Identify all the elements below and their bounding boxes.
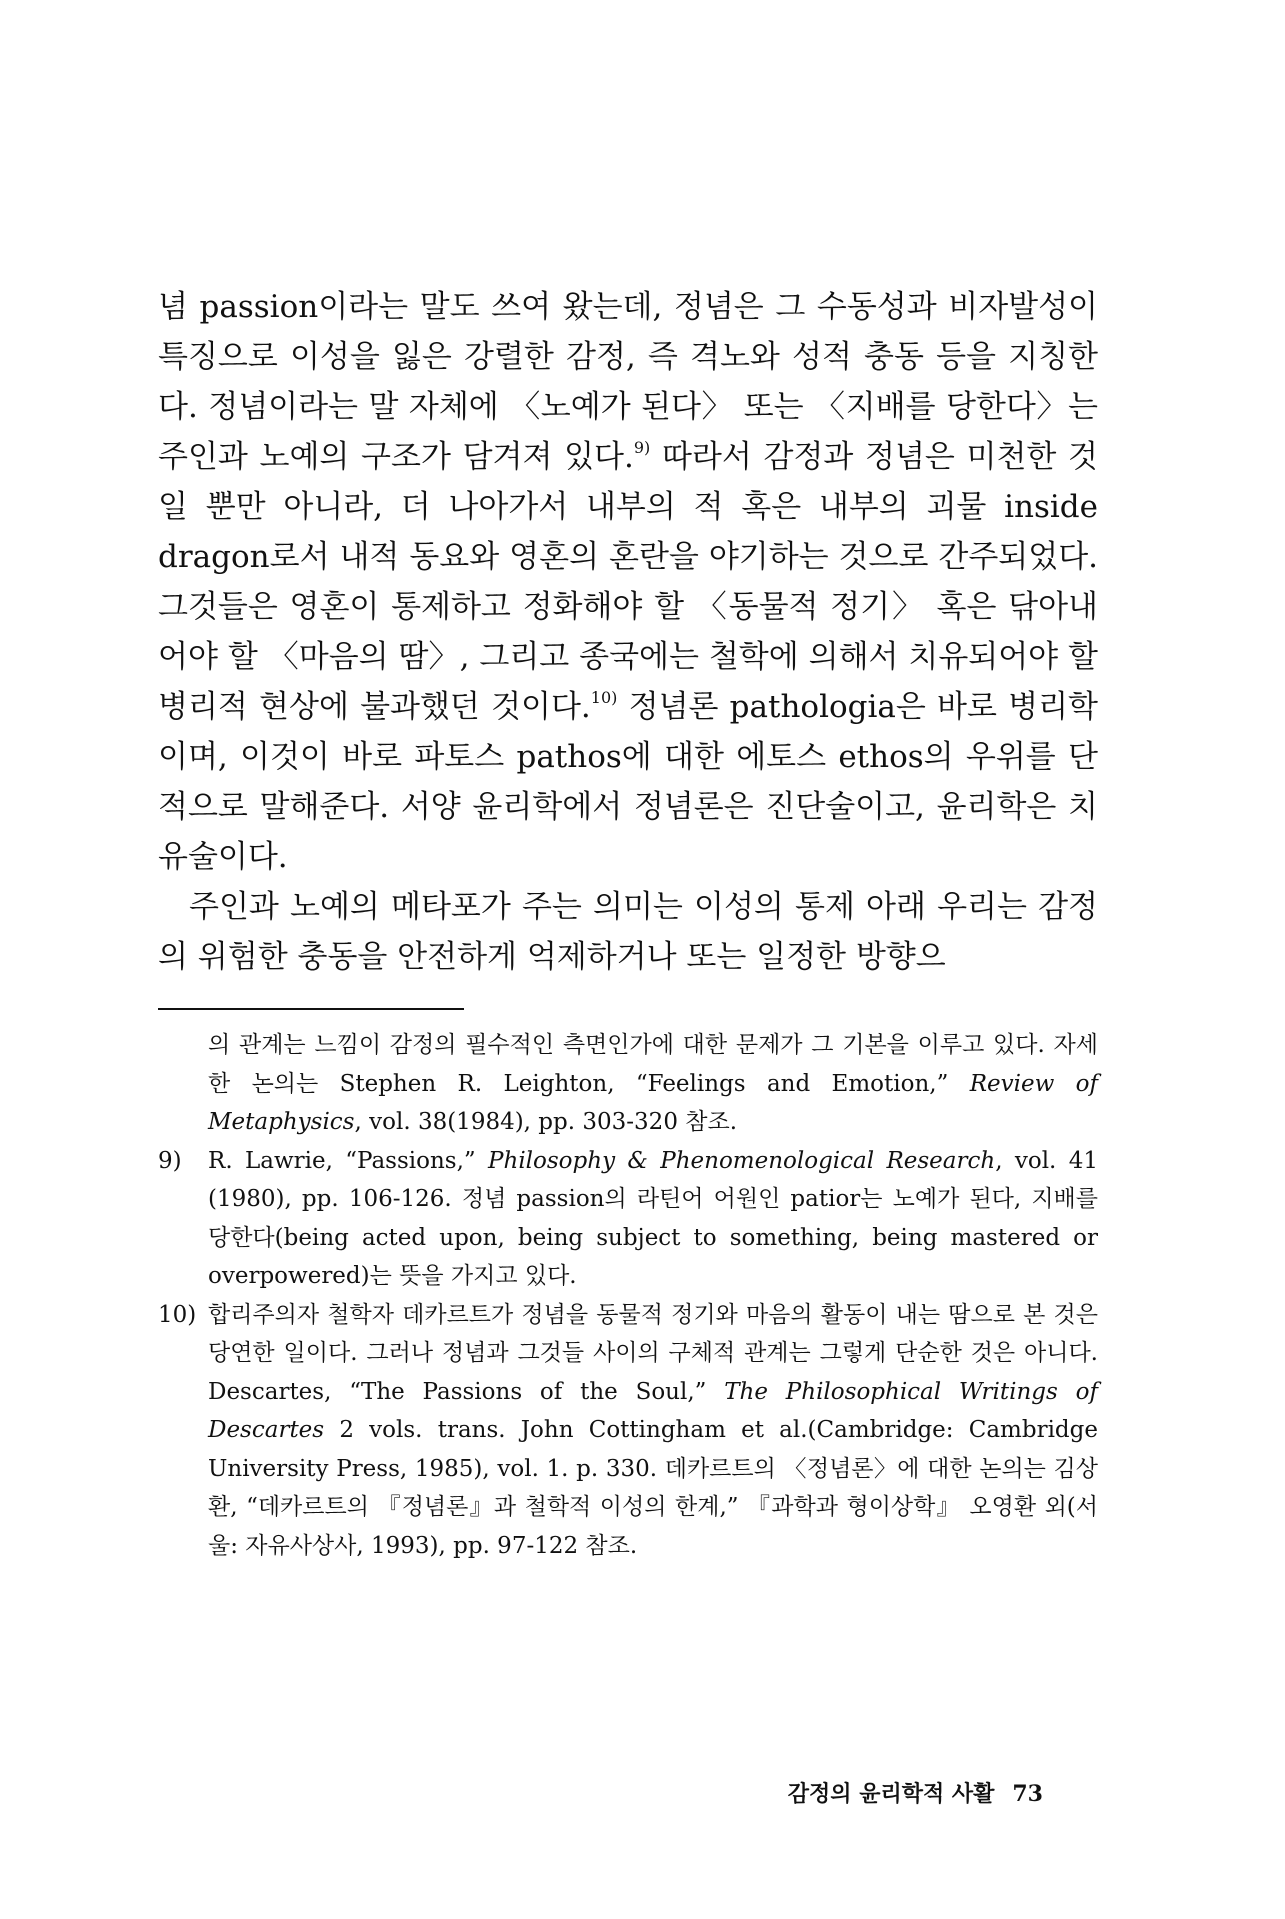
footnote-continuation: 의 관계는 느낌이 감정의 필수적인 측면인가에 대한 문제가 그 기본을 이루고 있다. 자세한 논의는 Stephen R. Leighton, “Feelings and Emotion,” Review of Metaphysics, vol. 38(1984), pp. 303-320 참조. [208, 1032, 1098, 1135]
running-title: 감정의 윤리학적 사활 [787, 1781, 995, 1807]
footnote-10: 10) 합리주의자 철학자 데카르트가 정념을 동물적 정기와 마음의 활동이 내는 땀으로 본 것은 당연한 일이다. 그러나 정념과 그것들 사이의 구체적 관계는 그렇게 단순한 것은 아니다. Descartes, “The Passions of the Soul,” The Philosophical Writings of Descartes 2 vols. trans. John Cottingham et al.(Cambridge: Cambridge University Press, 1985), vol. 1. p. 330. 데카르트의 〈정념론〉에 대한 논의는 김상환, “데카르트의 『정념론』과 철학적 이성의 한계,” 『과학과 형이상학』 오영환 외(서울: 자유사상사, 1993), pp. 97-122 참조. [158, 1296, 1098, 1566]
paragraph-1: 념 passion이라는 말도 쓰여 왔는데, 정념은 그 수동성과 비자발성이 특징으로 이성을 잃은 강렬한 감정, 즉 격노와 성적 충동 등을 지칭한다. 정념이라는 말 자체에 〈노예가 된다〉 또는 〈지배를 당한다〉는 주인과 노예의 구조가 담겨져 있다.$^{9)}$ 따라서 감정과 정념은 미천한 것일 뿐만 아니라, 더 나아가서 내부의 적 혹은 내부의 괴물 inside dragon로서 내적 동요와 영혼의 혼란을 야기하는 것으로 간주되었다. 그것들은 영혼이 통제하고 정화해야 할 〈동물적 정기〉 혹은 닦아내어야 할 〈마음의 땀〉, 그리고 종국에는 철학에 의해서 치유되어야 할 병리적 현상에 불과했던 것이다.$^{10)}$ 정념론 pathologia은 바로 병리학이며, 이것이 바로 파토스 pathos에 대한 에토스 ethos의 우위를 단적으로 말해준다. 서양 윤리학에서 정념론은 진단술이고, 윤리학은 치유술이다. [158, 289, 1098, 875]
journal-title: Review of Metaphysics [208, 1070, 1098, 1135]
page-footer [788, 1777, 1043, 1808]
book-title: The Philosophical Writings of Descartes [208, 1378, 1098, 1443]
paragraph-2: 주인과 노예의 메타포가 주는 의미는 이성의 통제 아래 우리는 감정의 위험한 충동을 안전하게 억제하거나 또는 일정한 방향으 [158, 889, 1098, 975]
journal-title: Philosophy & Phenomenological Research [488, 1147, 996, 1174]
footnote-separator [158, 1008, 464, 1010]
main-text [158, 282, 1098, 982]
footnote-ref-9[interactable]: 9) [633, 438, 651, 457]
page-number: 73 [1012, 1781, 1043, 1807]
footnote-ref-10[interactable]: 10) [590, 688, 618, 707]
footnotes [158, 1026, 1098, 1565]
footnote-number: 10) [158, 1301, 197, 1328]
footnote-number: 9) [158, 1147, 182, 1174]
footnote-9: 9) R. Lawrie, “Passions,” Philosophy & Phenomenological Research, vol. 41 (1980), pp. 106-126. 정념 passion의 라틴어 어원인 patior는 노예가 된다, 지배를 당한다(being acted upon, being subject to something, being mastered or overpowered)는 뜻을 가지고 있다. [158, 1142, 1098, 1296]
